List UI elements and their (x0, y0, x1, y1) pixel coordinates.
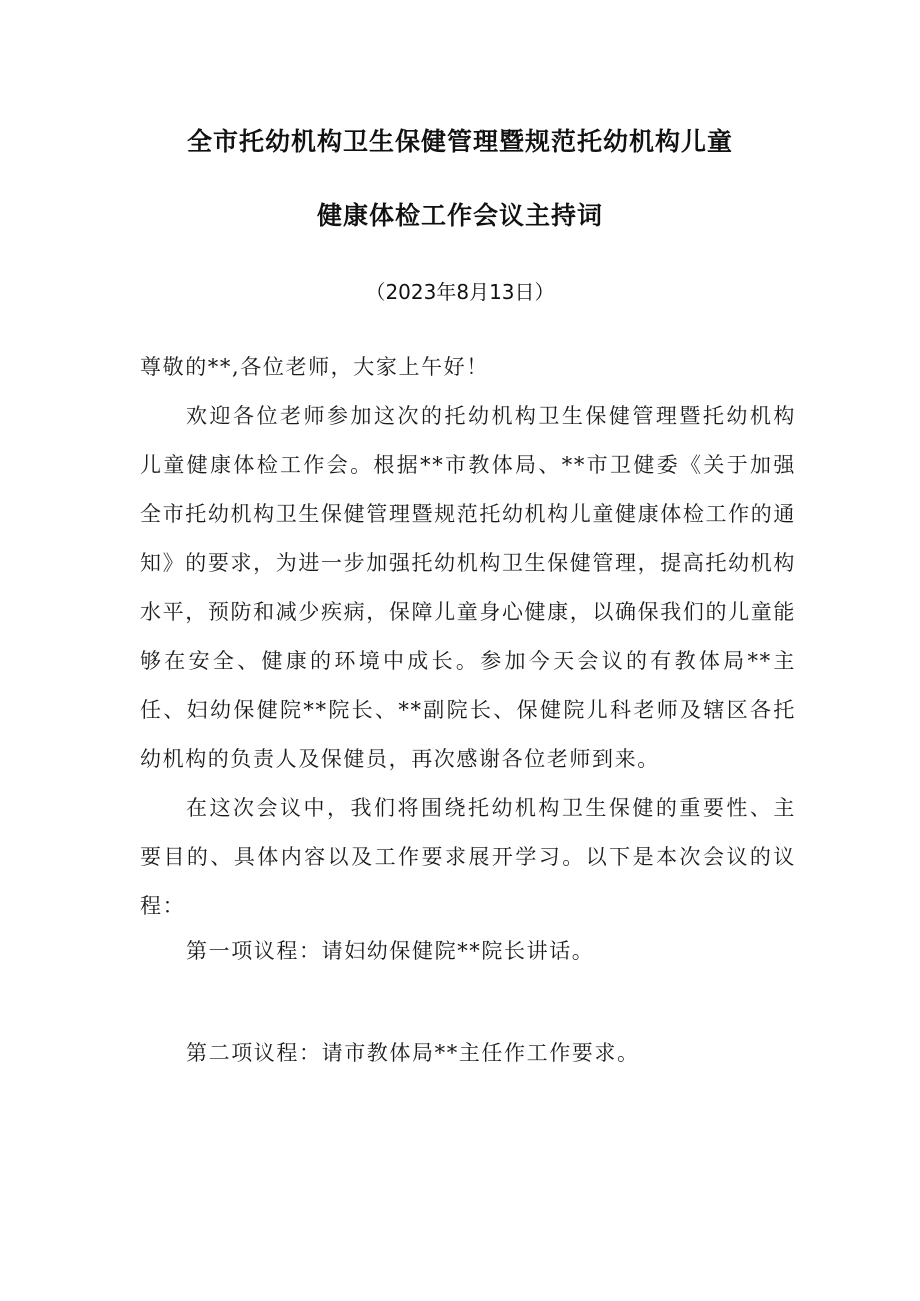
agenda-item-2: 第二项议程：请市教体局**主任作工作要求。 (186, 1041, 640, 1065)
greeting: 尊敬的**,各位老师，大家上午好！ (140, 355, 489, 379)
document-date: （2023年8月13日） (365, 280, 555, 304)
paragraph-welcome: 欢迎各位老师参加这次的托幼机构卫生保健管理暨托幼机构儿童健康体检工作会。根据**市教体局、**市卫健委《关于加强全市托幼机构卫生保健管理暨规范托幼机构儿童健康体检工作的通知》的要求，为进一步加强托幼机构卫生保健管理，提高托幼机构水平，预防和减少疾病，保障儿童身心健康，以确保我们的儿童能够在安全、健康的环境中成长。参加今天会议的有教体局**主任、妇幼保健院**院长、**副院长、保健院儿科老师及辖区各托幼机构的负责人及保健员，再次感谢各位老师到来。 (140, 404, 796, 771)
agenda-item-1: 第一项议程：请妇幼保健院**院长讲话。 (186, 939, 595, 963)
document-title-line-2: 健康体检工作会议主持词 (316, 201, 603, 230)
paragraph-overview: 在这次会议中，我们将围绕托幼机构卫生保健的重要性、主要目的、具体内容以及工作要求展开学习。以下是本次会议的议程： (140, 796, 796, 918)
document-title-line-1: 全市托幼机构卫生保健管理暨规范托幼机构儿童 (186, 127, 733, 156)
